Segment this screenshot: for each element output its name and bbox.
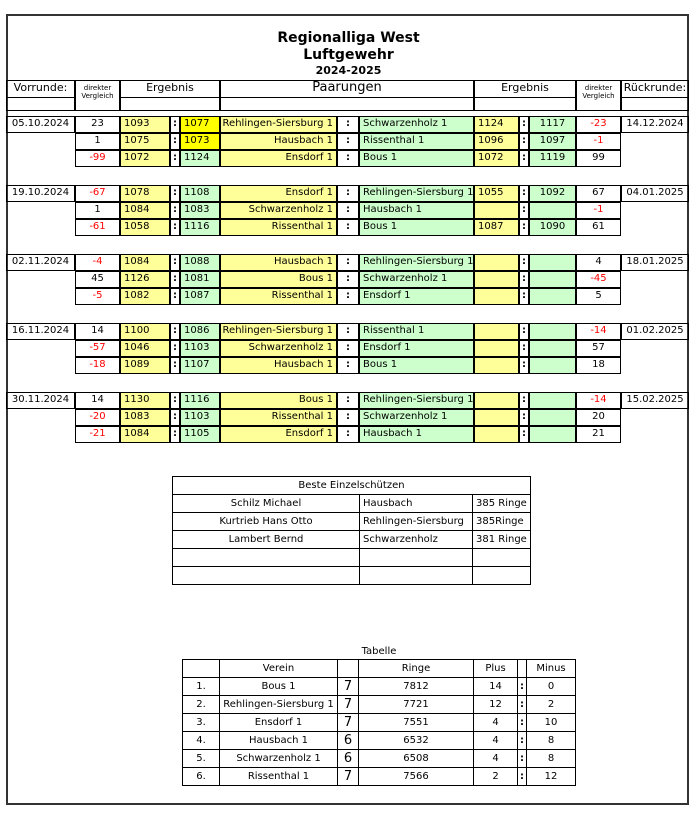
standings-matches: 7 — [337, 677, 359, 696]
home-result-hin: 1093 — [120, 116, 170, 133]
home-team: Rehlingen-Siersburg 1 — [220, 323, 337, 340]
home-result-hin: 1058 — [120, 219, 170, 236]
minus-header: Minus — [526, 659, 576, 678]
result-separator: : — [519, 116, 529, 133]
direct-comparison-hin: 14 — [75, 392, 120, 409]
header-blank — [120, 97, 220, 111]
home-team: Ensdorf 1 — [220, 150, 337, 167]
home-team: Bous 1 — [220, 392, 337, 409]
home-team: Ensdorf 1 — [220, 185, 337, 202]
direct-comparison-rueck: 61 — [576, 219, 621, 236]
away-result-hin: 1077 — [180, 116, 220, 133]
home-team: Schwarzenholz 1 — [220, 202, 337, 219]
direct-comparison-hin: 23 — [75, 116, 120, 133]
away-result-hin: 1081 — [180, 271, 220, 288]
points-separator: : — [517, 713, 527, 732]
standings-rank: 4. — [182, 731, 220, 750]
direct-comparison-rueck: -45 — [576, 271, 621, 288]
away-result-rueck — [529, 202, 576, 219]
header-blank — [621, 97, 689, 111]
match-date-hin: 02.11.2024 — [6, 254, 75, 271]
result-separator: : — [519, 340, 529, 357]
shooter-name — [172, 548, 360, 567]
standings-rings: 7551 — [358, 713, 474, 732]
direct-comparison-hin: 1 — [75, 133, 120, 150]
standings-matches: 6 — [337, 749, 359, 768]
standings-rank: 3. — [182, 713, 220, 732]
points-separator: : — [517, 695, 527, 714]
away-result-hin: 1088 — [180, 254, 220, 271]
rueckrunde-header: Rückrunde: — [621, 80, 689, 98]
direct-comparison-hin: 14 — [75, 323, 120, 340]
standings-title: Tabelle — [361, 646, 397, 657]
direct-comparison-hin: -21 — [75, 426, 120, 443]
result-separator: : — [519, 426, 529, 443]
match-date-hin: 16.11.2024 — [6, 323, 75, 340]
header-blank — [182, 659, 220, 678]
plus-header: Plus — [473, 659, 518, 678]
standings-rings: 7812 — [358, 677, 474, 696]
result-separator: : — [519, 288, 529, 305]
home-result-rueck: 1087 — [474, 219, 519, 236]
home-result-rueck: 1055 — [474, 185, 519, 202]
result-separator: : — [519, 150, 529, 167]
shooter-club — [359, 548, 473, 567]
pairing-separator: : — [337, 254, 359, 271]
away-result-rueck: 1117 — [529, 116, 576, 133]
pairing-separator: : — [337, 150, 359, 167]
result-separator: : — [519, 409, 529, 426]
home-result-hin: 1082 — [120, 288, 170, 305]
away-result-rueck — [529, 357, 576, 374]
shooter-name: Schilz Michael — [172, 494, 360, 513]
standings-club: Bous 1 — [219, 677, 338, 696]
away-result-rueck — [529, 340, 576, 357]
shooter-name: Lambert Bernd — [172, 530, 360, 549]
direct-comparison-rueck: 5 — [576, 288, 621, 305]
direct-comparison-rueck: 4 — [576, 254, 621, 271]
match-date-hin: 30.11.2024 — [6, 392, 75, 409]
away-result-hin: 1103 — [180, 340, 220, 357]
standings-plus: 4 — [473, 731, 518, 750]
result-separator: : — [519, 392, 529, 409]
result-separator: : — [170, 202, 180, 219]
away-result-hin: 1086 — [180, 323, 220, 340]
away-result-rueck: 1092 — [529, 185, 576, 202]
match-date-hin: 05.10.2024 — [6, 116, 75, 133]
pairing-separator: : — [337, 409, 359, 426]
away-team: Hausbach 1 — [359, 202, 474, 219]
result-separator: : — [170, 116, 180, 133]
away-result-hin: 1105 — [180, 426, 220, 443]
pairing-separator: : — [337, 271, 359, 288]
away-team: Rehlingen-Siersburg 1 — [359, 392, 474, 409]
standings-rings: 6532 — [358, 731, 474, 750]
match-date-rueck: 15.02.2025 — [621, 392, 689, 409]
home-result-hin: 1046 — [120, 340, 170, 357]
result-separator: : — [170, 392, 180, 409]
vergleich-label: Vergleich — [582, 92, 615, 100]
direct-comparison-hin: -57 — [75, 340, 120, 357]
direkter-vergleich-header — [75, 80, 120, 111]
standings-matches: 7 — [337, 767, 359, 786]
result-separator: : — [519, 271, 529, 288]
home-result-rueck — [474, 288, 519, 305]
result-separator: : — [170, 288, 180, 305]
result-separator: : — [170, 133, 180, 150]
pairing-separator: : — [337, 202, 359, 219]
pairing-separator: : — [337, 357, 359, 374]
home-result-rueck — [474, 357, 519, 374]
standings-minus: 2 — [526, 695, 576, 714]
away-team: Rehlingen-Siersburg 1 — [359, 254, 474, 271]
away-result-hin: 1108 — [180, 185, 220, 202]
away-result-rueck: 1097 — [529, 133, 576, 150]
pairing-separator: : — [337, 116, 359, 133]
result-separator: : — [170, 254, 180, 271]
direct-comparison-rueck: 21 — [576, 426, 621, 443]
match-date-rueck: 04.01.2025 — [621, 185, 689, 202]
away-result-hin: 1103 — [180, 409, 220, 426]
result-separator: : — [170, 409, 180, 426]
shooter-name: Kurtrieb Hans Otto — [172, 512, 360, 531]
away-team: Bous 1 — [359, 150, 474, 167]
home-result-hin: 1084 — [120, 254, 170, 271]
match-date-rueck: 14.12.2024 — [621, 116, 689, 133]
away-team: Hausbach 1 — [359, 426, 474, 443]
standings-club: Hausbach 1 — [219, 731, 338, 750]
match-date-hin: 19.10.2024 — [6, 185, 75, 202]
direct-comparison-rueck: -1 — [576, 133, 621, 150]
home-team: Hausbach 1 — [220, 357, 337, 374]
home-team: Hausbach 1 — [220, 254, 337, 271]
home-result-hin: 1075 — [120, 133, 170, 150]
shooter-rings: 385 Ringe — [472, 494, 531, 513]
home-result-hin: 1083 — [120, 409, 170, 426]
away-team: Schwarzenholz 1 — [359, 271, 474, 288]
away-result-hin: 1124 — [180, 150, 220, 167]
home-result-hin: 1072 — [120, 150, 170, 167]
shooter-rings: 381 Ringe — [472, 530, 531, 549]
header-blank — [337, 659, 359, 678]
away-result-rueck — [529, 426, 576, 443]
home-result-hin: 1084 — [120, 202, 170, 219]
home-team: Rehlingen-Siersburg 1 — [220, 116, 337, 133]
shooter-name — [172, 566, 360, 585]
points-separator: : — [517, 677, 527, 696]
match-date-rueck: 18.01.2025 — [621, 254, 689, 271]
away-result-rueck — [529, 392, 576, 409]
result-separator: : — [170, 426, 180, 443]
header-blank — [6, 97, 75, 111]
away-result-hin: 1087 — [180, 288, 220, 305]
pairing-separator: : — [337, 426, 359, 443]
ergebnis-header-rueck: Ergebnis — [474, 80, 576, 98]
direkter-vergleich-header-rueck — [576, 80, 621, 111]
standings-plus: 4 — [473, 749, 518, 768]
direct-comparison-rueck: 99 — [576, 150, 621, 167]
away-result-hin: 1083 — [180, 202, 220, 219]
standings-matches: 7 — [337, 695, 359, 714]
standings-plus: 12 — [473, 695, 518, 714]
away-result-rueck — [529, 409, 576, 426]
away-result-rueck — [529, 254, 576, 271]
away-result-rueck — [529, 271, 576, 288]
home-result-hin: 1130 — [120, 392, 170, 409]
away-result-hin: 1073 — [180, 133, 220, 150]
result-separator: : — [519, 254, 529, 271]
home-result-hin: 1078 — [120, 185, 170, 202]
page-subtitle: Luftgewehr — [303, 47, 394, 63]
pairing-separator: : — [337, 340, 359, 357]
away-result-rueck — [529, 323, 576, 340]
standings-plus: 4 — [473, 713, 518, 732]
home-team: Hausbach 1 — [220, 133, 337, 150]
points-separator: : — [517, 767, 527, 786]
shooter-club: Rehlingen-Siersburg — [359, 512, 473, 531]
home-result-hin: 1089 — [120, 357, 170, 374]
pairing-separator: : — [337, 323, 359, 340]
result-separator: : — [519, 357, 529, 374]
away-result-rueck: 1090 — [529, 219, 576, 236]
home-result-hin: 1084 — [120, 426, 170, 443]
direct-comparison-hin: -18 — [75, 357, 120, 374]
pairing-separator: : — [337, 133, 359, 150]
standings-minus: 0 — [526, 677, 576, 696]
direct-comparison-rueck: 18 — [576, 357, 621, 374]
standings-rings: 6508 — [358, 749, 474, 768]
verein-header: Verein — [219, 659, 338, 678]
direkter-label: direkter — [584, 84, 613, 92]
direct-comparison-hin: -61 — [75, 219, 120, 236]
shooter-rings — [472, 548, 531, 567]
pairing-separator: : — [337, 392, 359, 409]
away-team: Rissenthal 1 — [359, 323, 474, 340]
shooter-club — [359, 566, 473, 585]
vorrunde-header: Vorrunde: — [6, 80, 75, 98]
result-separator: : — [519, 202, 529, 219]
shooter-rings — [472, 566, 531, 585]
result-separator: : — [519, 133, 529, 150]
away-team: Rehlingen-Siersburg 1 — [359, 185, 474, 202]
home-team: Rissenthal 1 — [220, 288, 337, 305]
points-separator: : — [517, 731, 527, 750]
ergebnis-header-hin: Ergebnis — [120, 80, 220, 98]
direct-comparison-rueck: -23 — [576, 116, 621, 133]
pairing-separator: : — [337, 219, 359, 236]
home-result-hin: 1100 — [120, 323, 170, 340]
standings-rank: 5. — [182, 749, 220, 768]
direct-comparison-rueck: 67 — [576, 185, 621, 202]
result-separator: : — [170, 185, 180, 202]
standings-minus: 8 — [526, 731, 576, 750]
away-team: Schwarzenholz 1 — [359, 116, 474, 133]
away-team: Schwarzenholz 1 — [359, 409, 474, 426]
standings-plus: 2 — [473, 767, 518, 786]
result-separator: : — [170, 323, 180, 340]
home-team: Schwarzenholz 1 — [220, 340, 337, 357]
home-result-rueck — [474, 340, 519, 357]
standings-rank: 6. — [182, 767, 220, 786]
home-result-rueck: 1072 — [474, 150, 519, 167]
result-separator: : — [519, 185, 529, 202]
home-team: Bous 1 — [220, 271, 337, 288]
away-team: Ensdorf 1 — [359, 288, 474, 305]
standings-rings: 7721 — [358, 695, 474, 714]
away-result-hin: 1116 — [180, 219, 220, 236]
direct-comparison-hin: -99 — [75, 150, 120, 167]
points-separator: : — [517, 749, 527, 768]
direct-comparison-hin: -67 — [75, 185, 120, 202]
standings-minus: 8 — [526, 749, 576, 768]
shooter-club: Hausbach — [359, 494, 473, 513]
home-result-rueck — [474, 426, 519, 443]
home-result-rueck — [474, 271, 519, 288]
shooter-club: Schwarzenholz — [359, 530, 473, 549]
result-separator: : — [170, 340, 180, 357]
direct-comparison-rueck: -14 — [576, 323, 621, 340]
ringe-header: Ringe — [358, 659, 474, 678]
away-team: Bous 1 — [359, 219, 474, 236]
header-blank — [220, 97, 474, 111]
standings-rank: 2. — [182, 695, 220, 714]
away-result-hin: 1107 — [180, 357, 220, 374]
direkter-label: direkter — [83, 84, 112, 92]
direct-comparison-rueck: -14 — [576, 392, 621, 409]
season-label: 2024-2025 — [315, 64, 382, 77]
result-separator: : — [170, 219, 180, 236]
home-result-rueck — [474, 392, 519, 409]
result-separator: : — [519, 323, 529, 340]
home-result-rueck — [474, 323, 519, 340]
header-blank — [474, 97, 576, 111]
standings-minus: 12 — [526, 767, 576, 786]
direct-comparison-rueck: -1 — [576, 202, 621, 219]
home-result-rueck: 1124 — [474, 116, 519, 133]
standings-matches: 7 — [337, 713, 359, 732]
direct-comparison-rueck: 57 — [576, 340, 621, 357]
standings-club: Ensdorf 1 — [219, 713, 338, 732]
away-team: Bous 1 — [359, 357, 474, 374]
home-team: Ensdorf 1 — [220, 426, 337, 443]
home-result-rueck — [474, 409, 519, 426]
pairing-separator: : — [337, 185, 359, 202]
home-team: Rissenthal 1 — [220, 409, 337, 426]
page-title: Regionalliga West — [277, 30, 420, 46]
standings-club: Rissenthal 1 — [219, 767, 338, 786]
result-separator: : — [519, 219, 529, 236]
paarungen-header: Paarungen — [220, 80, 474, 98]
standings-plus: 14 — [473, 677, 518, 696]
away-team: Ensdorf 1 — [359, 340, 474, 357]
standings-rings: 7566 — [358, 767, 474, 786]
away-result-rueck: 1119 — [529, 150, 576, 167]
standings-club: Rehlingen-Siersburg 1 — [219, 695, 338, 714]
away-result-rueck — [529, 288, 576, 305]
home-team: Rissenthal 1 — [220, 219, 337, 236]
direct-comparison-rueck: 20 — [576, 409, 621, 426]
home-result-rueck — [474, 202, 519, 219]
away-result-hin: 1116 — [180, 392, 220, 409]
away-team: Rissenthal 1 — [359, 133, 474, 150]
standings-rank: 1. — [182, 677, 220, 696]
direct-comparison-hin: 45 — [75, 271, 120, 288]
shooter-rings: 385Ringe — [472, 512, 531, 531]
best-shooters-title: Beste Einzelschützen — [172, 476, 531, 495]
home-result-hin: 1126 — [120, 271, 170, 288]
standings-minus: 10 — [526, 713, 576, 732]
direct-comparison-hin: -4 — [75, 254, 120, 271]
pairing-separator: : — [337, 288, 359, 305]
direct-comparison-hin: 1 — [75, 202, 120, 219]
direct-comparison-hin: -20 — [75, 409, 120, 426]
home-result-rueck — [474, 254, 519, 271]
vergleich-label: Vergleich — [81, 92, 114, 100]
standings-matches: 6 — [337, 731, 359, 750]
standings-club: Schwarzenholz 1 — [219, 749, 338, 768]
direct-comparison-hin: -5 — [75, 288, 120, 305]
result-separator: : — [170, 357, 180, 374]
result-separator: : — [170, 150, 180, 167]
home-result-rueck: 1096 — [474, 133, 519, 150]
result-separator: : — [170, 271, 180, 288]
match-date-rueck: 01.02.2025 — [621, 323, 689, 340]
